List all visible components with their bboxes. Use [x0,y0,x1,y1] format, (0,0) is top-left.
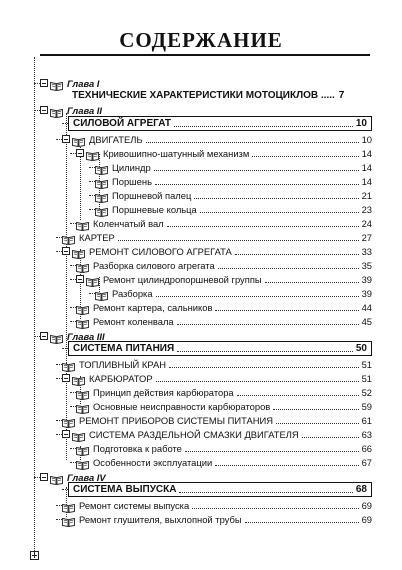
entry-title: РЕМОНТ ПРИБОРОВ СИСТЕМЫ ПИТАНИЯ [79,414,274,426]
dot-leader [235,254,359,255]
entry-title: Ремонт системы выпуска [79,499,190,511]
entry-title: Поршневой палец [112,189,192,201]
section-entry[interactable] [68,482,372,497]
contents-entry[interactable] [95,286,372,300]
contents-entry[interactable] [62,512,372,526]
book-icon [72,373,85,383]
collapse-toggle[interactable] [40,79,48,87]
entry-title: СИСТЕМА РАЗДЕЛЬНОЙ СМАЗКИ ДВИГАТЕЛЯ [89,428,299,440]
book-icon [76,316,89,326]
book-icon [62,415,75,425]
book-icon [50,331,63,341]
page-number: 69 [361,513,372,525]
entry-title: Принцип действия карбюратора [93,386,234,398]
section-entry[interactable] [72,88,372,102]
page-number: 27 [361,231,372,243]
page-number: 68 [355,484,367,495]
contents-entry[interactable] [76,216,372,230]
dot-leader [194,198,358,199]
page-number: 35 [361,259,372,271]
entry-title: ТЕХНИЧЕСКИЕ ХАРАКТЕРИСТИКИ МОТОЦИКЛОВ ..... [72,89,335,101]
contents-entry[interactable] [76,300,372,314]
contents-entry[interactable] [95,202,372,216]
contents-entry[interactable] [95,188,372,202]
page-number: 14 [361,161,372,173]
dot-leader [237,395,359,396]
entry-title: Коленчатый вал [93,217,164,229]
page-number: 21 [361,189,372,201]
entry-title: Основные неисправности карбюраторов [93,400,271,412]
dot-leader [146,142,359,143]
entry-title: Глава III [67,330,105,342]
book-icon [76,457,89,467]
entry-title: Ремонт картера, сальников [93,301,213,313]
page-number: 7 [338,89,345,101]
book-icon [86,148,99,158]
collapse-toggle[interactable] [40,332,48,340]
book-icon [72,429,85,439]
book-icon [95,162,108,172]
contents-entry[interactable] [62,357,372,371]
page-number: 10 [361,133,372,145]
book-icon [76,401,89,411]
page-number: 50 [355,343,367,354]
chapter-heading[interactable] [40,103,372,117]
dot-leader [155,184,359,185]
book-icon [95,190,108,200]
title-rule [40,54,370,56]
entry-title: Глава II [67,104,103,116]
entry-title: Особенности эксплуатации [93,456,213,468]
dot-leader [252,156,358,157]
entry-title: Поршневые кольца [112,203,197,215]
page-number: 39 [361,273,372,285]
collapse-toggle[interactable] [62,247,70,255]
entry-title: СИСТЕМА ВЫПУСКА [73,484,177,495]
contents-entry[interactable] [62,413,372,427]
book-icon [76,260,89,270]
dot-leader [154,170,359,171]
page-number: 44 [361,301,372,313]
book-icon [76,443,89,453]
contents-entry[interactable] [95,160,372,174]
page-number: 23 [361,203,372,215]
book-icon [62,514,75,524]
book-icon [76,387,89,397]
book-icon [76,302,89,312]
entry-title: Разборка [112,287,153,299]
book-icon [76,218,89,228]
book-icon [95,288,108,298]
section-entry[interactable] [68,116,372,131]
entry-title: КАРБЮРАТОР [89,372,153,384]
entry-title: Ремонт цилиндропоршневой группы [103,273,262,285]
dot-leader [156,296,359,297]
page-number: 45 [361,315,372,327]
collapse-toggle[interactable] [40,106,48,114]
dot-leader [200,212,359,213]
page-number: 39 [361,287,372,299]
entry-title: Кривошипно-шатунный механизм [103,147,250,159]
page-number: 51 [361,372,372,384]
page-number: 14 [361,175,372,187]
book-icon [95,176,108,186]
dot-leader [167,226,359,227]
book-icon [50,472,63,482]
entry-title: Глава I [67,77,100,89]
section-entry[interactable] [68,341,372,356]
page-title: СОДЕРЖАНИЕ [119,28,283,52]
dot-leader [179,492,352,493]
contents-entry[interactable] [62,244,372,258]
dot-leader [276,423,359,424]
contents-entry[interactable] [76,272,372,286]
book-icon [86,274,99,284]
book-icon [95,204,108,214]
contents-entry[interactable] [76,314,372,328]
page-number: 10 [355,118,367,129]
contents-entry[interactable] [62,498,372,512]
collapse-toggle[interactable] [62,374,70,382]
page-number: 63 [361,428,372,440]
entry-title: СИСТЕМА ПИТАНИЯ [73,343,175,354]
collapse-toggle[interactable] [76,275,84,283]
dot-leader [273,409,358,410]
entry-title: КАРТЕР [79,231,115,243]
dot-leader [177,351,353,352]
book-icon [62,232,75,242]
entry-title: Разборка силового агрегата [93,259,215,271]
dot-leader [218,268,359,269]
entry-title: ТОПЛИВНЫЙ КРАН [79,358,167,370]
page-number: 14 [361,147,372,159]
contents-entry[interactable] [62,132,372,146]
page-number: 24 [361,217,372,229]
dot-leader [118,240,359,241]
collapse-toggle[interactable] [40,473,48,481]
expand-toggle[interactable] [30,551,39,560]
contents-entry[interactable] [76,146,372,160]
dot-leader [215,310,358,311]
dot-leader [245,522,359,523]
page-number: 52 [361,386,372,398]
contents-entry[interactable] [76,399,372,413]
entry-title: Цилиндр [112,161,151,173]
book-icon [72,246,85,256]
collapse-toggle[interactable] [62,135,70,143]
page-number: 59 [361,400,372,412]
book-icon [62,359,75,369]
dot-leader [156,381,359,382]
page-number: 67 [361,456,372,468]
page-number: 61 [361,414,372,426]
contents-entry[interactable] [76,258,372,272]
contents-entry[interactable] [62,427,372,441]
dot-leader [192,508,358,509]
contents-entry[interactable] [62,230,372,244]
dot-leader [177,324,359,325]
tree-trunk [34,57,35,553]
entry-title: Подготовка к работе [93,442,182,454]
dot-leader [302,437,359,438]
entry-title: ДВИГАТЕЛЬ [89,133,143,145]
collapse-toggle[interactable] [62,430,70,438]
dot-leader [265,282,359,283]
dot-leader [185,451,359,452]
contents-entry[interactable] [76,455,372,469]
entry-title: СИЛОВОЙ АГРЕГАТ [73,118,172,129]
book-icon [50,105,63,115]
entry-title: РЕМОНТ СИЛОВОГО АГРЕГАТА [89,245,232,257]
contents-entry[interactable] [76,441,372,455]
collapse-toggle[interactable] [76,149,84,157]
book-icon [50,78,63,88]
contents-entry[interactable] [62,371,372,385]
page-number: 69 [361,499,372,511]
entry-title: Глава IV [67,471,106,483]
dot-leader [174,126,353,127]
entry-title: Поршень [112,175,152,187]
contents-entry[interactable] [95,174,372,188]
entry-title: Ремонт глушителя, выхлопной трубы [79,513,242,525]
book-icon [62,500,75,510]
entry-title: Ремонт коленвала [93,315,174,327]
page-number: 66 [361,442,372,454]
book-icon [72,134,85,144]
dot-leader [215,465,358,466]
page-number: 51 [361,358,372,370]
page-number: 33 [361,245,372,257]
dot-leader [169,367,359,368]
contents-entry[interactable] [76,385,372,399]
